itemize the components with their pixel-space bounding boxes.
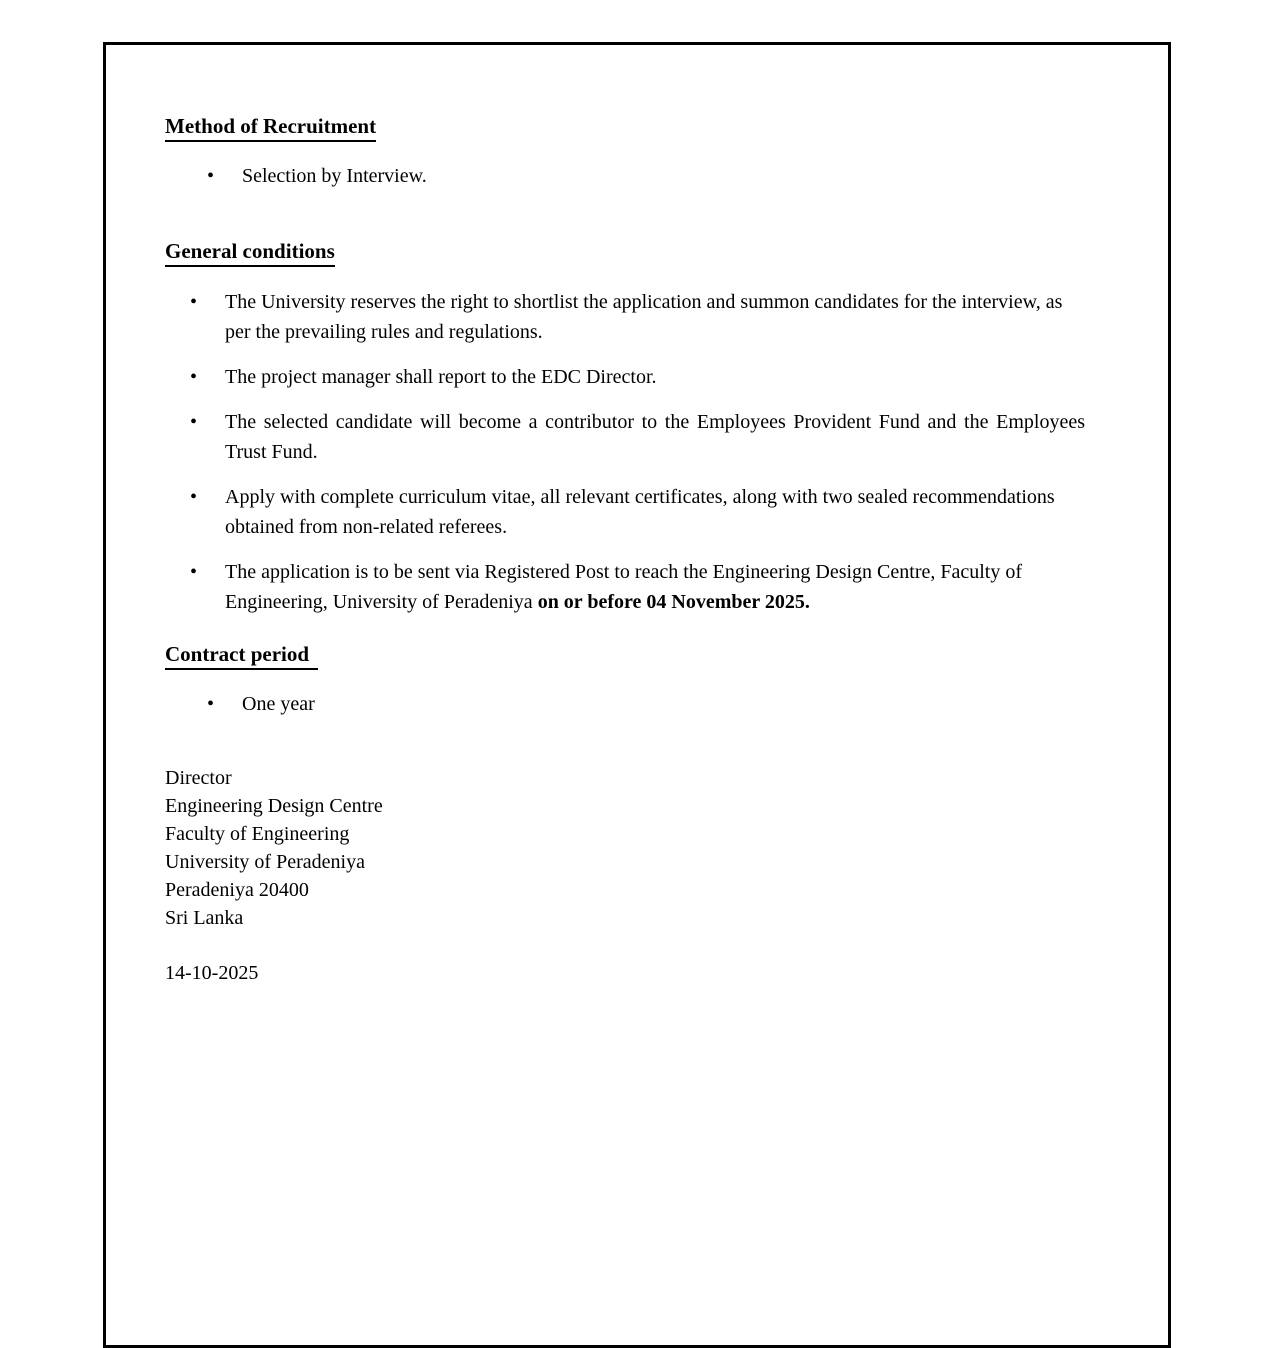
list-item [165, 482, 1085, 542]
list-item [165, 287, 1085, 347]
signature-line-postal: Peradeniya 20400 [165, 879, 309, 901]
section-heading-contract-period [165, 641, 1085, 670]
heading-text: Method of Recruitment [165, 113, 376, 142]
general-conditions-list [165, 287, 1085, 617]
list-item [165, 557, 1085, 617]
bullet-text: Selection by Interview. [242, 165, 427, 187]
method-of-recruitment-list [165, 161, 1085, 191]
list-item [165, 689, 1085, 719]
signature-line-title: Director [165, 767, 232, 789]
bullet-icon: • [190, 291, 198, 313]
signature-line-country: Sri Lanka [165, 907, 244, 929]
bullet-text: The project manager shall report to the EDC Director. [225, 366, 657, 388]
document-page [103, 42, 1171, 1348]
heading-text: Contract period [165, 641, 318, 670]
document-date: 14-10-2025 [165, 962, 259, 984]
bullet-icon: • [207, 165, 215, 187]
signature-block [165, 764, 1085, 932]
bullet-icon: • [190, 411, 198, 433]
bullet-icon: • [190, 561, 198, 583]
bullet-icon: • [190, 486, 198, 508]
bullet-text: One year [242, 693, 315, 715]
heading-text: General conditions [165, 238, 335, 267]
list-item [165, 161, 1085, 191]
list-item [165, 362, 1085, 392]
signature-line-university: University of Peradeniya [165, 851, 365, 873]
document-content [106, 45, 1168, 988]
contract-period-list [165, 689, 1085, 719]
bullet-text [225, 482, 1085, 542]
bullet-text-normal: Apply with complete curriculum vitae, all relevant certificates, along with two sealed recommendations obtained from non-related referees. [225, 486, 1055, 538]
bullet-icon: • [190, 366, 198, 388]
bullet-text: The University reserves the right to shortlist the application and summon candidates for the interview, as per the prevailing rules and regulations. [225, 291, 1063, 343]
signature-line-faculty: Faculty of Engineering [165, 823, 350, 845]
signature-line-centre: Engineering Design Centre [165, 795, 383, 817]
bullet-text-bold-deadline: on or before 04 November 2025. [537, 591, 810, 613]
section-heading-method-of-recruitment [165, 113, 1085, 142]
bullet-text: The selected candidate will become a contributor to the Employees Provident Fund and the Employees Trust Fund. [225, 411, 1085, 463]
section-heading-general-conditions [165, 238, 1085, 267]
bullet-icon: • [207, 693, 215, 715]
list-item [165, 407, 1085, 467]
bullet-text-normal: The application is to be sent via Registered Post to reach the Engineering Design Centre, Faculty of Engineering, University of Peradeniya [225, 561, 1023, 613]
bullet-text [225, 557, 1085, 617]
